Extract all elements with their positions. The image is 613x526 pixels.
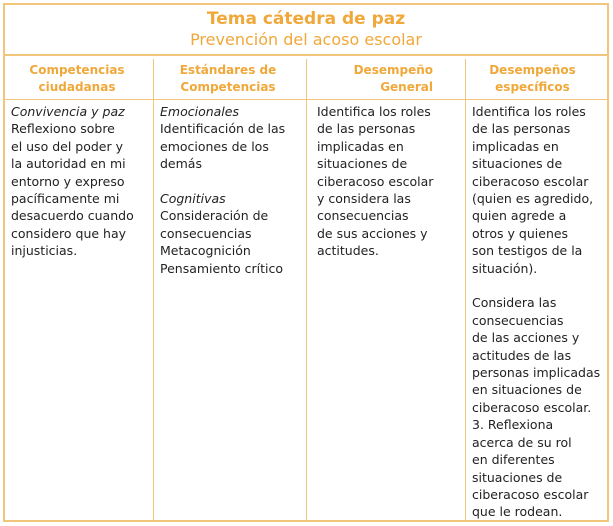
content-line: son testigos de la bbox=[472, 243, 583, 259]
header-line: ciudadanas bbox=[38, 80, 116, 94]
content-line: otros y quienes bbox=[472, 225, 569, 241]
header-line: Desempeño bbox=[353, 63, 433, 77]
header-line: específicos bbox=[495, 80, 570, 94]
content-line: 3. Reflexiona bbox=[472, 417, 554, 433]
column-estandares bbox=[154, 59, 306, 520]
header-line: Competencias bbox=[29, 63, 125, 77]
content-line: situaciones de bbox=[472, 156, 563, 172]
title-block bbox=[5, 5, 607, 56]
content-line: ciberacoso escolar bbox=[317, 173, 434, 189]
column-header bbox=[5, 62, 153, 98]
content-line: y considera las bbox=[317, 191, 411, 207]
content-line: considero que hay bbox=[11, 225, 127, 241]
content-line: consecuencias bbox=[472, 312, 564, 328]
column-header bbox=[307, 62, 465, 98]
content-line: situación). bbox=[472, 260, 538, 276]
content-line: que le rodean. bbox=[472, 504, 563, 520]
content-line: Considera las bbox=[472, 295, 557, 311]
content-line: situaciones de bbox=[472, 469, 563, 485]
content-label: Emocionales bbox=[160, 104, 239, 119]
content-line: (quien es agredido, bbox=[472, 191, 594, 207]
content-line: entorno y expreso bbox=[11, 173, 125, 189]
content-line: implicadas en bbox=[472, 138, 559, 154]
column-content bbox=[11, 103, 149, 260]
content-line: ciberacoso escolar bbox=[472, 173, 589, 189]
content-line: de sus acciones y bbox=[317, 225, 428, 241]
content-line: demás bbox=[160, 156, 202, 172]
header-line: Competencias bbox=[180, 80, 276, 94]
content-line: quien agrede a bbox=[472, 208, 567, 224]
content-line: ciberacoso escolar bbox=[472, 486, 589, 502]
content-line: Pensamiento crítico bbox=[160, 260, 284, 276]
table-frame bbox=[3, 3, 609, 522]
content-line: el uso del poder y bbox=[11, 138, 123, 154]
content-line: implicadas en bbox=[317, 138, 404, 154]
content-label: Convivencia y paz bbox=[11, 104, 125, 119]
column-desempenos-especificos bbox=[466, 59, 607, 520]
content-line: de las personas bbox=[317, 121, 416, 137]
table-title: Tema cátedra de paz bbox=[206, 9, 406, 29]
spacer bbox=[472, 277, 607, 294]
content-line: consecuencias bbox=[317, 208, 409, 224]
header-line: General bbox=[380, 80, 433, 94]
table-body bbox=[5, 59, 607, 520]
column-content bbox=[317, 103, 461, 260]
content-line: Identificación de las bbox=[160, 121, 286, 137]
spacer bbox=[160, 173, 302, 190]
column-content bbox=[160, 103, 302, 277]
column-header bbox=[466, 62, 607, 98]
content-line: la autoridad en mi bbox=[11, 156, 126, 172]
column-header bbox=[154, 62, 306, 98]
content-line: de las acciones y bbox=[472, 330, 580, 346]
content-line: injusticias. bbox=[11, 243, 78, 259]
content-line: actitudes de las bbox=[472, 347, 572, 363]
header-line: Estándares de bbox=[179, 63, 277, 77]
column-content bbox=[472, 103, 607, 521]
content-line: en situaciones de bbox=[472, 382, 582, 398]
column-competencias bbox=[5, 59, 153, 520]
column-desempeno-general bbox=[307, 59, 465, 520]
content-line: Identifica los roles bbox=[317, 104, 431, 119]
content-label: Cognitivas bbox=[160, 191, 226, 207]
content-line: personas implicadas bbox=[472, 365, 601, 381]
content-line: en diferentes bbox=[472, 452, 555, 468]
table-subtitle: Prevención del acoso escolar bbox=[190, 30, 422, 49]
content-line: Identifica los roles bbox=[472, 104, 586, 119]
content-line: Consideración de bbox=[160, 208, 269, 224]
content-line: consecuencias bbox=[160, 225, 252, 241]
content-line: pacíficamente mi bbox=[11, 191, 120, 207]
header-line: Desempeños bbox=[489, 63, 576, 77]
content-line: ciberacoso escolar. bbox=[472, 399, 592, 415]
content-line: actitudes. bbox=[317, 243, 379, 259]
content-line: Reflexiono sobre bbox=[11, 121, 115, 137]
content-line: desacuerdo cuando bbox=[11, 208, 134, 224]
content-line: acerca de su rol bbox=[472, 434, 572, 450]
content-line: emociones de los bbox=[160, 138, 269, 154]
content-line: situaciones de bbox=[317, 156, 408, 172]
content-line: Metacognición bbox=[160, 243, 251, 259]
content-line: de las personas bbox=[472, 121, 571, 137]
